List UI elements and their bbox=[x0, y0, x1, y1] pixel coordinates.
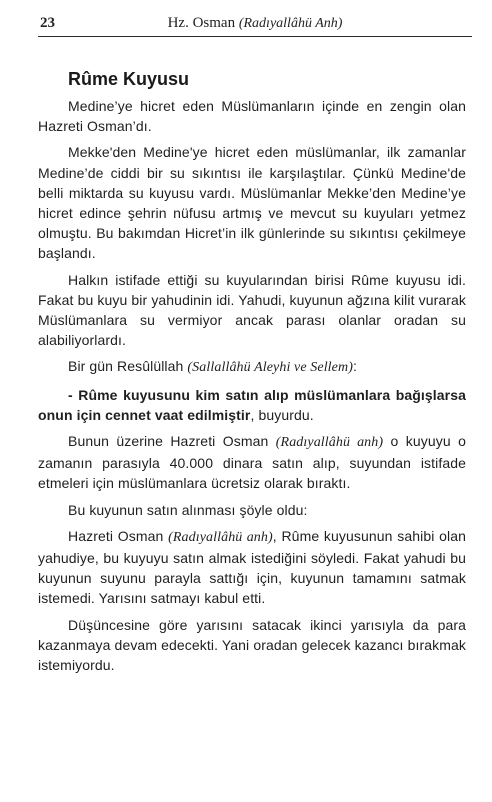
running-title-honorific: (Radıyallâhü Anh) bbox=[238, 16, 343, 31]
page-number: 23 bbox=[40, 15, 55, 31]
paragraph-4 bbox=[38, 356, 466, 378]
section-title: Rûme Kuyusu bbox=[68, 69, 190, 89]
paragraph-4-text: Bir gün Resûlüllah bbox=[68, 358, 188, 375]
paragraph-6-text-a: Bunun üzerine Hazreti Osman bbox=[68, 433, 276, 450]
paragraph-4-honorific: (Sallallâhü Aleyhi ve Sellem) bbox=[187, 360, 353, 376]
paragraph-2: Mekke'den Medine'ye hicret eden müslümanlar, ilk zamanlar Medine’de ciddi bir su sıkıntısı ile karşılaştılar. Çünkü Medine'de belli miktarda su kuyusu vardı. Müslümanlar Mekke’den Medine’ye hicret edince şehrin nüfusu artmış ve mevcut su kuyuları yetmez olmuştu. Bu bakımdan Hicret’in ilk günlerinde su sıkıntısı çekilmeye başlandı. bbox=[38, 144, 466, 262]
paragraph-6-text-b: o kuyuyu o zamanın parasıyla 40.000 dinara satın alıp, suyundan istifade etmeleri için müslümanlara ücretsiz olarak bıraktı. bbox=[38, 433, 467, 492]
paragraph-8-honorific: (Radıyallâhü anh) bbox=[168, 529, 273, 545]
paragraph-8-text-a: Hazreti Osman bbox=[68, 527, 169, 544]
hadith-tail: , buyurdu. bbox=[250, 406, 314, 423]
paragraph-6-honorific: (Radıyallâhü anh) bbox=[275, 435, 384, 451]
paragraph-8 bbox=[38, 526, 466, 609]
paragraph-1: Medine’ye hicret eden Müslümanların içinde en zengin olan Hazreti Osman’dı. bbox=[38, 98, 466, 135]
paragraph-5-hadith bbox=[38, 385, 466, 425]
hadith-quote: - Rûme kuyusunu kim satın alıp müslümanlara bağışlarsa onun için cennet vaat edilmiştir bbox=[38, 386, 466, 423]
running-title bbox=[38, 15, 472, 32]
paragraph-9: Düşüncesine göre yarısını satacak ikinci yarısıyla da para kazanmaya devam edecekti. Yani oradan gelecek kazancı bırakmak istemiyordu. bbox=[38, 616, 466, 674]
paragraph-7: Bu kuyunun satın alınması şöyle oldu: bbox=[68, 501, 308, 518]
running-title-name: Hz. Osman bbox=[167, 15, 236, 31]
body-text bbox=[38, 96, 466, 681]
paragraph-8-text-b: , Rûme kuyusunun sahibi olan yahudiye, bu kuyuyu satın almak istediğini söyledi. Fakat yahudi bu kuyunun suyunu parayla sattığı için, kuyunun tamamını satmak istemedi. Yarısını satmayı kabul etti. bbox=[38, 527, 467, 607]
running-header bbox=[38, 14, 472, 37]
paragraph-4-colon: : bbox=[352, 358, 357, 375]
paragraph-6 bbox=[38, 431, 466, 494]
paragraph-3: Halkın istifade ettiği su kuyularından birisi Rûme kuyusu idi. Fakat bu kuyu bir yahudinin idi. Yahudi, kuyunun ağzına kilit vurarak Müslümanlara su vermiyor ancak parası olanlar oradan su alabiliyorlardı. bbox=[38, 271, 466, 349]
